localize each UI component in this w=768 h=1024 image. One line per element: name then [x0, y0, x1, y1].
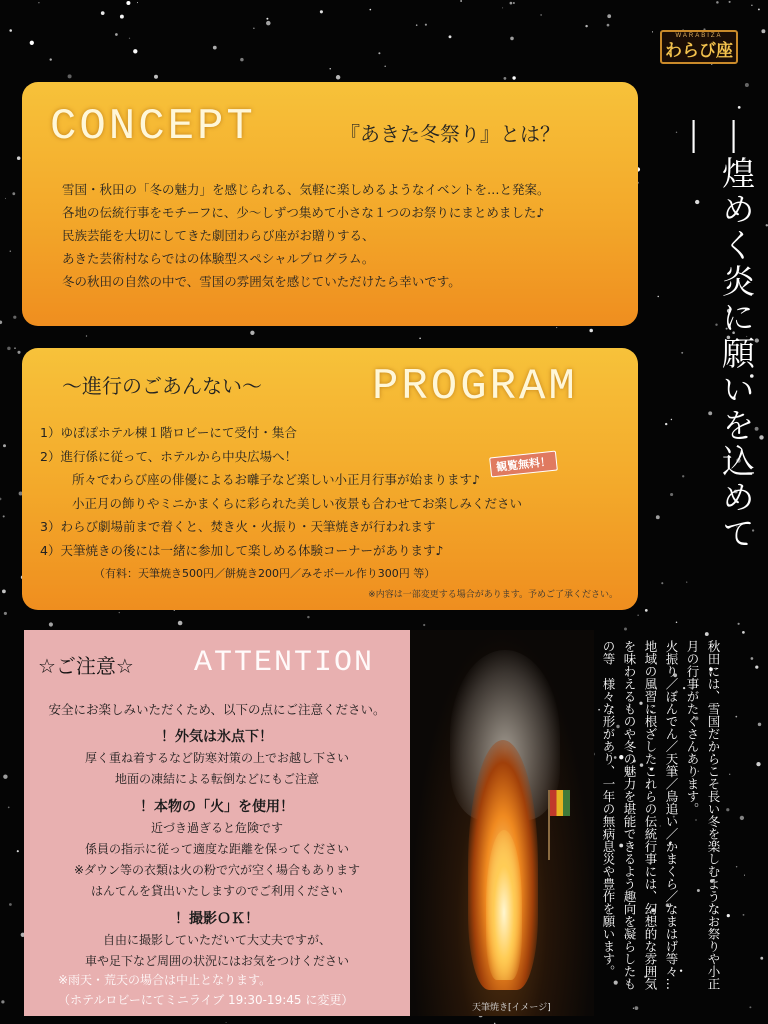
snowflake [670, 493, 673, 496]
snowflake [9, 903, 12, 906]
concept-line: 民族芸能を大切にしてきた劇団わらび座がお贈りする、 [62, 228, 375, 243]
snowflake [416, 24, 418, 26]
snowflake [729, 774, 730, 775]
snowflake [49, 622, 53, 626]
concept-line: あきた芸術村ならではの体験型スペシャルプログラム。 [62, 251, 375, 266]
program-step: 3）わらび劇場前まで着くと、焚き火・火振り・天筆焼きが行われます [40, 519, 436, 534]
snowflake [726, 808, 729, 811]
snowflake [10, 250, 11, 251]
snowflake [68, 74, 72, 78]
snowflake [761, 29, 765, 33]
snowflake [638, 615, 639, 616]
concept-question: 『あきた冬祭り』とは？ [340, 122, 560, 146]
snowflake [12, 192, 15, 195]
snowflake [512, 76, 515, 79]
attention-item-text: 自由に撮影していただいて大丈夫ですが、 [102, 933, 331, 947]
logo-text: わらび座 [665, 41, 733, 61]
snowflake [607, 24, 610, 27]
snowflake [9, 29, 12, 32]
attention-item-text: 厚く重ね着するなど防寒対策の上でお越し下さい [84, 751, 349, 765]
bonfire-photo [410, 630, 594, 1016]
vertical-body-line: 秋田には、雪国だからこそ長い冬を楽しむようなお祭りや小正 [706, 640, 721, 990]
attention-heading: ☆ご注意☆ [38, 654, 134, 678]
snowflake [665, 423, 667, 425]
snowflake [419, 338, 421, 340]
snowflake [178, 621, 183, 626]
snowflake [449, 35, 452, 38]
snowflake [736, 866, 737, 867]
snowflake [330, 68, 331, 69]
snowflake [686, 581, 687, 582]
attention-intro: 安全にお楽しみいただくため、以下の点にご注意ください。 [48, 702, 386, 717]
snowflake [661, 582, 663, 584]
attention-item-text: 地面の凍結による転倒などにもご注意 [114, 772, 319, 786]
snowflake [38, 2, 39, 3]
snowflake [2, 590, 6, 594]
snowflake [729, 1, 731, 3]
snowflake [5, 198, 6, 199]
snowflake [3, 775, 7, 779]
snowflake [727, 914, 730, 917]
snowflake [423, 624, 425, 626]
concept-text [62, 178, 550, 293]
attention-footer [58, 970, 353, 1010]
snowflake [7, 347, 11, 351]
attention-title: ATTENTION [194, 646, 375, 680]
snowflake [13, 316, 16, 319]
attention-item-text: ※ダウン等の衣類は火の粉で穴が空く場合もあります [73, 863, 361, 877]
snowflake [133, 49, 137, 53]
snowflake [749, 1006, 751, 1008]
attention-item-text: はんてんを貸出いたしますのでご利用ください [90, 884, 343, 898]
snowflake [645, 609, 648, 612]
snowflake [378, 52, 380, 54]
snowflake [738, 623, 740, 625]
snowflake [384, 66, 386, 68]
snowflake [137, 2, 138, 3]
flame-core [486, 830, 522, 980]
attention-item-heading: ！撮影ＯＫ！ [175, 911, 259, 927]
vertical-body-line: 地域の風習に根ざしたこれらの伝統行事には、幻想的な雰囲気 [643, 640, 658, 990]
snowflake [607, 14, 611, 18]
snowflake [17, 351, 20, 354]
program-step: 4）天筆焼きの後には一緒に参加して楽しめる体験コーナーがあります♪ [40, 542, 444, 558]
snowflake [510, 37, 514, 41]
snowflake [115, 33, 118, 36]
snowflake [585, 25, 587, 27]
program-step-detail: 所々でわらび座の俳優によるお囃子など楽しい小正月行事が始まります♪ [72, 472, 480, 487]
snowflake [120, 15, 124, 19]
snowflake [624, 628, 627, 631]
program-disclaimer: ※内容は一部変更する場合があります。予めご了承ください。 [368, 590, 618, 600]
snowflake [656, 515, 660, 519]
concept-line: 雪国・秋田の「冬の魅力」を感じられる、気軽に楽しめるようなイベントを…と発案。 [62, 182, 550, 197]
snowflake [758, 8, 760, 10]
snowflake [556, 327, 557, 328]
snowflake [370, 9, 372, 11]
snowflake [676, 622, 678, 624]
snowflake [635, 1006, 639, 1010]
snowflake [738, 106, 741, 109]
attention-item-text: 近づき過ぎると危険です [150, 821, 283, 835]
vertical-body-line: 月の行事がたくさんあります。 [685, 640, 700, 815]
logo-subtext: WARABIZA [675, 33, 723, 39]
snowflake [50, 58, 52, 60]
snowflake [154, 75, 158, 79]
snowflake [758, 723, 761, 726]
snowflake [460, 0, 462, 2]
snowflake [743, 914, 745, 916]
attention-item-heading: ！外気は氷点下！ [161, 729, 273, 745]
program-panel [22, 348, 638, 610]
snowflake [119, 612, 120, 613]
snowflake [759, 435, 763, 439]
vertical-body-line: の等 様々な形があり、一年の無病息災や豊作を願います。 [601, 640, 616, 978]
snowflake [30, 41, 34, 45]
snowflake [129, 38, 130, 39]
snowflake [755, 665, 758, 668]
snowflake [8, 807, 10, 809]
snowflake [658, 296, 659, 297]
warabiza-logo [660, 30, 738, 64]
snowflake [502, 7, 503, 8]
snowflake [17, 850, 19, 852]
concept-panel [22, 82, 638, 326]
snowflake [1, 1000, 4, 1003]
vertical-body-line: 火振り／ぼんでん／天筆／鳥追い／かまくら／なまはげ等々… [664, 640, 679, 990]
snowflake [510, 2, 513, 5]
program-title: PROGRAM [372, 362, 578, 412]
concept-title: CONCEPT [50, 102, 256, 152]
photo-caption: 天筆焼き[イメージ] [472, 1003, 551, 1013]
snowflake [760, 957, 763, 960]
snowflake [745, 83, 749, 87]
vertical-body-text [598, 640, 724, 1002]
snowflake [3, 444, 6, 447]
snowflake [652, 31, 653, 32]
snowflake [711, 64, 712, 65]
attention-body [24, 700, 410, 972]
free-admission-badge: 観覧無料！ [489, 451, 558, 478]
snowflake [0, 321, 2, 325]
snowflake [213, 46, 217, 50]
snowflake [3, 515, 5, 517]
program-subtitle: 〜進行のごあんない〜 [62, 374, 262, 398]
vertical-heading: ―煌めく炎に願いを込めて― [677, 120, 756, 552]
attention-item-heading: ！本物の「火」を使用！ [140, 799, 294, 815]
snowflake [740, 816, 744, 820]
snowflake [705, 632, 709, 636]
snowflake [540, 14, 541, 15]
flag [550, 790, 570, 816]
program-step-detail: 小正月の飾りやミニかまくらに彩られた美しい夜景も合わせてお楽しみください [72, 495, 523, 511]
snowflake [266, 21, 271, 26]
snowflake [513, 2, 515, 4]
mini-live-note: （ホテルロビーにてミニライブ 19:30-19:45 に変更） [58, 993, 354, 1007]
attention-panel [24, 630, 410, 1016]
snowflake [716, 1, 719, 4]
snowflake [735, 716, 737, 718]
snowflake [425, 24, 427, 26]
snowflake [126, 1, 130, 5]
snowflake [742, 631, 745, 634]
snowflake [307, 616, 309, 618]
snowflake [266, 18, 268, 20]
program-price-note: （有料：天筆焼き500円／餅焼き200円／みそボール作り300円 等） [94, 567, 436, 580]
snowflake [250, 331, 254, 335]
concept-line: 冬の秋田の自然の中で、雪国の雰囲気を感じていただけたら幸いです。 [62, 274, 461, 289]
program-step: 1）ゆぽぽホテル棟１階ロビーにて受付・集合 [40, 425, 297, 440]
snowflake [17, 156, 21, 160]
snowflake [744, 875, 745, 876]
snowflake [320, 10, 323, 13]
snowflake [0, 498, 1, 501]
snowflake [240, 58, 244, 62]
snowflake [671, 419, 672, 420]
snowflake [633, 1008, 634, 1009]
snowflake [86, 335, 87, 336]
attention-item-text: 車や足下など周囲の状況にはお気をつけください [84, 954, 349, 968]
vertical-body-line: を味わえるものや冬の魅力を堪能できるよう趣向を凝らしたも [622, 640, 637, 990]
concept-line: 各地の伝統行事をモチーフに、少〜しずつ集めて小さな１つのお祭りにまとめました♪ [62, 205, 545, 220]
snowflake [226, 1022, 227, 1023]
program-step: 2）進行係に従って、ホテルから中央広場へ！ [40, 448, 298, 464]
snowflake [336, 75, 341, 80]
attention-item-text: 係員の指示に従って適度な距離を保ってください [84, 842, 349, 856]
snowflake [14, 347, 16, 349]
snowflake [101, 11, 105, 15]
rain-cancel-note: ※雨天・荒天の場合は中止となります。 [58, 973, 272, 987]
program-list [40, 421, 522, 586]
snowflake [589, 329, 593, 333]
snowflake [4, 612, 7, 615]
snowflake [253, 28, 254, 29]
snowflake [751, 657, 754, 660]
snowflake [756, 762, 760, 766]
snowflake [504, 77, 507, 80]
snowflake [751, 5, 752, 6]
